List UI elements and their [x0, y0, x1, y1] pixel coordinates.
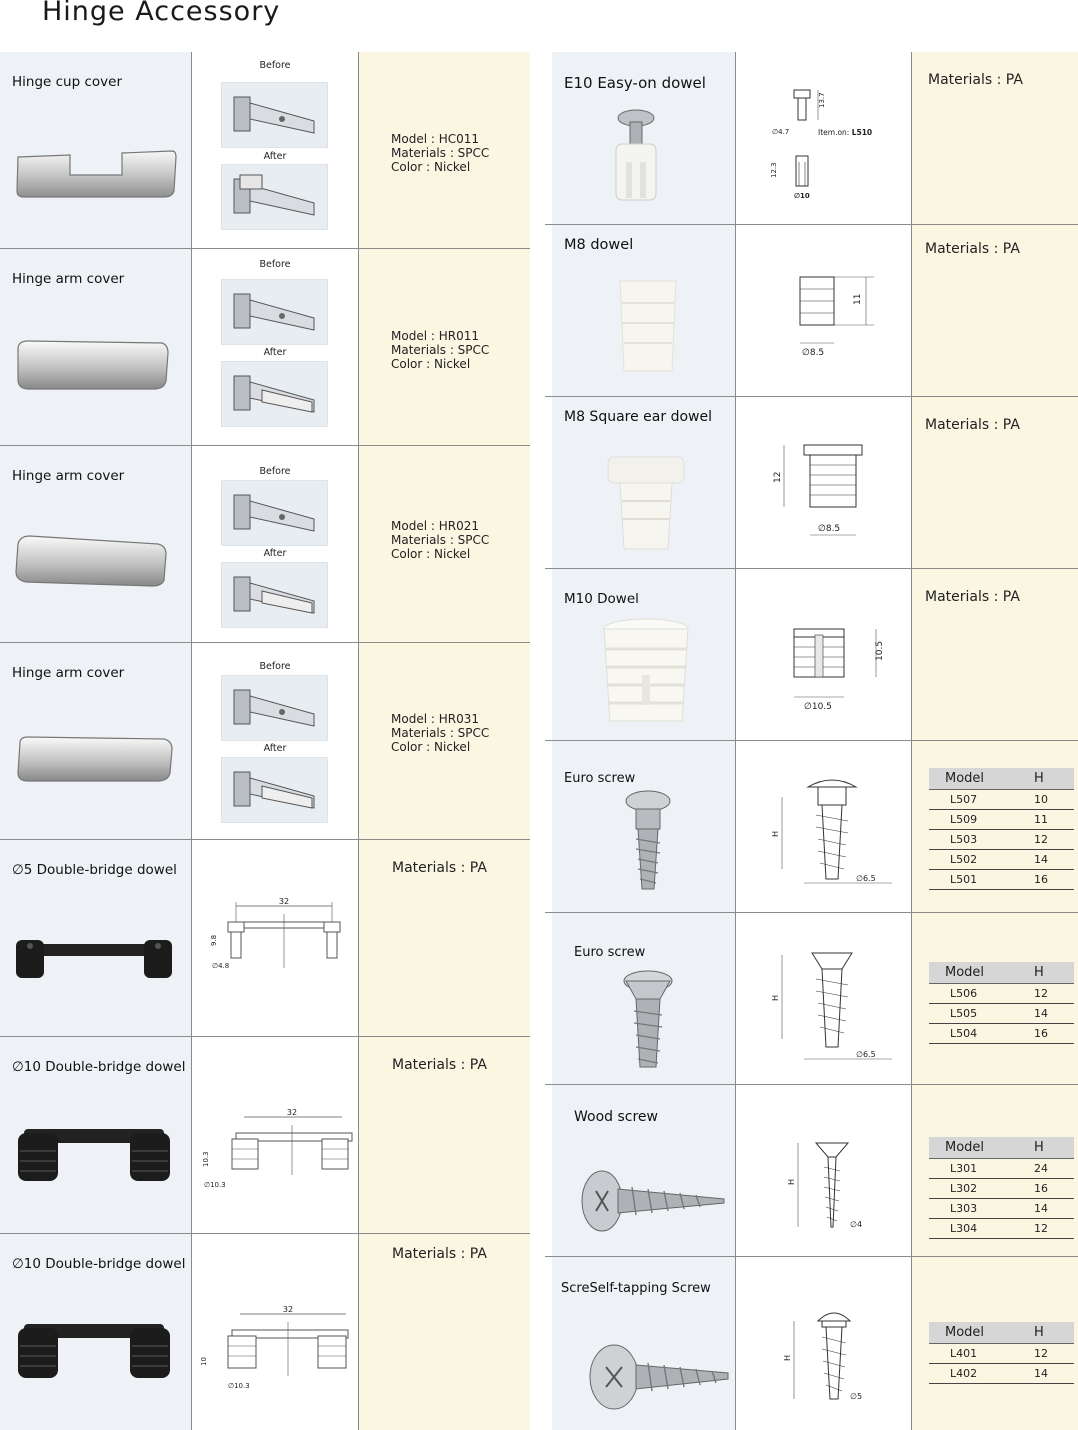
table-header-model: Model [929, 1322, 1004, 1343]
model-cell: L504 [929, 1023, 1004, 1043]
self-tapping-screw-drawing [782, 1303, 902, 1423]
dim-diameter-label: ∅4 [850, 1220, 863, 1229]
table-row [929, 983, 1074, 1003]
model-table [929, 962, 1074, 1044]
product-row-m10-dowel [545, 569, 1078, 741]
m10-dowel-drawing [786, 621, 896, 721]
color-text: Color : Nickel [391, 160, 471, 174]
model-cell: L503 [929, 829, 1004, 849]
product-name: Wood screw [574, 1109, 658, 1125]
table-header-model: Model [929, 962, 1004, 983]
product-name: Hinge arm cover [12, 468, 125, 484]
table-header-model: Model [929, 768, 1004, 789]
color-text: Color : Nickel [391, 740, 471, 754]
model-cell: L506 [929, 983, 1004, 1003]
product-row-self-tapping-screw [545, 1257, 1078, 1430]
product-row-m8-dowel [545, 225, 1078, 397]
table-header-model: Model [929, 1137, 1004, 1158]
model-cell: L507 [929, 789, 1004, 809]
model-text: Model : HR011 [391, 329, 479, 343]
dim-height-label: 10 [200, 1357, 208, 1366]
color-text: Color : Nickel [391, 547, 471, 561]
m8-dowel-drawing [786, 269, 886, 369]
table-row [929, 809, 1074, 829]
product-row-m8-square-dowel [545, 397, 1078, 569]
dim-diameter-label: ∅8.5 [802, 348, 825, 358]
double-bridge-drawing [198, 1306, 354, 1406]
h-cell: 12 [1004, 1218, 1074, 1238]
materials-text: Materials : PA [392, 1057, 487, 1073]
materials-text: Materials : PA [392, 860, 487, 876]
dim-diameter-label: ∅4.8 [212, 962, 230, 970]
h-cell: 14 [1004, 849, 1074, 869]
h-cell: 14 [1004, 1198, 1074, 1218]
wood-screw-drawing [786, 1135, 896, 1245]
before-label: Before [259, 259, 291, 270]
double-bridge-dowel-photo [14, 1316, 176, 1382]
product-row-hr011 [0, 249, 530, 446]
product-row-euro-screw-2 [545, 913, 1078, 1085]
dim-diameter-label: ∅6.5 [856, 1050, 876, 1059]
dim-height-label: 12 [773, 471, 783, 483]
table-row [929, 829, 1074, 849]
product-row-double-bridge-5 [0, 840, 530, 1037]
double-bridge-dowel-photo [12, 932, 176, 992]
euro-screw-photo [618, 787, 678, 897]
product-name: Hinge arm cover [12, 271, 125, 287]
page-title: Hinge Accessory [42, 0, 281, 27]
dim-diameter-label: ∅10.3 [228, 1382, 250, 1390]
product-row-euro-screw-1 [545, 741, 1078, 913]
model-cell: L505 [929, 1003, 1004, 1023]
table-header-h: H [1004, 962, 1074, 983]
table-row [929, 1198, 1074, 1218]
product-name: Euro screw [564, 771, 636, 786]
table-row [929, 869, 1074, 889]
product-row-hr031 [0, 643, 530, 840]
dim-width-label: 32 [278, 897, 290, 906]
hinge-after-photo [221, 164, 328, 230]
euro-screw-drawing [772, 771, 902, 891]
model-cell: L509 [929, 809, 1004, 829]
table-row [929, 1363, 1074, 1383]
h-cell: 16 [1004, 1178, 1074, 1198]
product-name: ScreSelf-tapping Screw [561, 1281, 711, 1296]
dim-height-label: 10.5 [875, 640, 885, 661]
m8-dowel-photo [610, 275, 686, 379]
before-label: Before [259, 60, 291, 71]
h-cell: 12 [1004, 1343, 1074, 1363]
model-cell: L301 [929, 1158, 1004, 1178]
table-row [929, 1178, 1074, 1198]
table-header-h: H [1004, 1137, 1074, 1158]
product-name: Hinge cup cover [12, 74, 122, 90]
table-row [929, 1023, 1074, 1043]
materials-text: Materials : SPCC [391, 533, 490, 547]
double-bridge-drawing [198, 1109, 354, 1209]
after-label: After [263, 347, 287, 358]
m8-square-dowel-photo [604, 453, 688, 553]
table-row [929, 1158, 1074, 1178]
dim-height-label: H [771, 830, 780, 837]
model-text: Model : HR021 [391, 519, 479, 533]
dim-width-label: 32 [286, 1108, 298, 1117]
dim-height-label: H [787, 1178, 796, 1185]
dim-height-label: 11 [853, 293, 863, 305]
materials-text: Materials : SPCC [391, 146, 490, 160]
dim-top-label: 13.7 [818, 92, 826, 108]
materials-text: Materials : PA [925, 589, 1020, 605]
model-cell: L304 [929, 1218, 1004, 1238]
dim-diameter-label: ∅8.5 [818, 524, 841, 534]
materials-text: Materials : PA [392, 1246, 487, 1262]
dim-diameter-label: ∅10.3 [204, 1181, 226, 1189]
double-bridge-drawing [202, 897, 352, 1000]
hinge-arm-cover-photo [14, 735, 176, 787]
hinge-arm-cover-photo [12, 530, 172, 592]
h-cell: 12 [1004, 983, 1074, 1003]
product-row-double-bridge-10a [0, 1037, 530, 1234]
product-name: ∅10 Double-bridge dowel [12, 1059, 186, 1075]
model-table [929, 768, 1074, 890]
product-name: Euro screw [574, 945, 646, 960]
table-header-h: H [1004, 768, 1074, 789]
hinge-before-photo [221, 675, 328, 741]
dim-width-label: 32 [282, 1305, 294, 1314]
h-cell: 12 [1004, 829, 1074, 849]
product-row-e10-dowel [545, 52, 1078, 225]
product-row-double-bridge-10b [0, 1234, 530, 1430]
model-text: Model : HR031 [391, 712, 479, 726]
model-cell: L401 [929, 1343, 1004, 1363]
after-label: After [263, 743, 287, 754]
model-cell: L402 [929, 1363, 1004, 1383]
product-name: Hinge arm cover [12, 665, 125, 681]
euro-screw-drawing [772, 943, 902, 1073]
hinge-before-photo [221, 82, 328, 148]
dim-diameter-label: ∅10.5 [804, 702, 832, 712]
materials-text: Materials : SPCC [391, 726, 490, 740]
h-cell: 10 [1004, 789, 1074, 809]
after-label: After [263, 151, 287, 162]
product-name: M8 dowel [564, 237, 634, 253]
h-cell: 14 [1004, 1363, 1074, 1383]
dim-height-label: 10.3 [202, 1151, 210, 1167]
model-table [929, 1322, 1074, 1384]
model-cell: L501 [929, 869, 1004, 889]
table-row [929, 1218, 1074, 1238]
product-name: M8 Square ear dowel [564, 409, 712, 425]
double-bridge-dowel-photo [14, 1121, 176, 1187]
table-header-h: H [1004, 1322, 1074, 1343]
dim-d1-label: ∅4.7 [772, 128, 790, 136]
self-tapping-screw-photo [586, 1337, 736, 1417]
dim-height-label: 9.8 [210, 934, 218, 946]
product-row-hc011 [0, 52, 530, 249]
dim-height-label: H [771, 994, 780, 1001]
dim-diameter-label: ∅6.5 [856, 874, 876, 883]
before-label: Before [259, 661, 291, 672]
hinge-after-photo [221, 361, 328, 427]
hinge-before-photo [221, 480, 328, 546]
h-cell: 16 [1004, 869, 1074, 889]
table-row [929, 849, 1074, 869]
product-name: M10 Dowel [564, 591, 639, 607]
h-cell: 11 [1004, 809, 1074, 829]
h-cell: 24 [1004, 1158, 1074, 1178]
h-cell: 14 [1004, 1003, 1074, 1023]
dim-diameter-label: ∅5 [850, 1392, 863, 1401]
dim-height-label: 12.3 [770, 162, 778, 178]
color-text: Color : Nickel [391, 357, 471, 371]
m8-square-dowel-drawing [766, 437, 896, 547]
dim-height-label: H [783, 1354, 792, 1361]
easy-on-dowel-drawing [760, 82, 900, 212]
after-label: After [263, 548, 287, 559]
materials-text: Materials : PA [925, 241, 1020, 257]
materials-text: Materials : SPCC [391, 343, 490, 357]
product-name: ∅5 Double-bridge dowel [12, 862, 177, 878]
model-cell: L502 [929, 849, 1004, 869]
easy-on-dowel-photo [598, 108, 678, 208]
euro-screw-photo [618, 969, 678, 1073]
table-row [929, 789, 1074, 809]
model-text: Model : HC011 [391, 132, 480, 146]
before-label: Before [259, 466, 291, 477]
product-row-wood-screw [545, 1085, 1078, 1257]
table-row [929, 1343, 1074, 1363]
product-row-hr021 [0, 446, 530, 643]
model-cell: L302 [929, 1178, 1004, 1198]
h-cell: 16 [1004, 1023, 1074, 1043]
wood-screw-photo [578, 1163, 734, 1243]
materials-text: Materials : PA [925, 417, 1020, 433]
materials-text: Materials : PA [928, 72, 1023, 88]
hinge-before-photo [221, 279, 328, 345]
hinge-cup-cover-photo [14, 147, 179, 203]
model-cell: L303 [929, 1198, 1004, 1218]
hinge-arm-cover-photo [14, 337, 174, 395]
product-name: E10 Easy-on dowel [564, 74, 706, 92]
product-name: ∅10 Double-bridge dowel [12, 1256, 186, 1272]
model-table [929, 1137, 1074, 1239]
m10-dowel-photo [596, 617, 696, 729]
hinge-after-photo [221, 562, 328, 628]
hinge-after-photo [221, 757, 328, 823]
dim-d2-label: ∅10 [794, 192, 810, 200]
table-row [929, 1003, 1074, 1023]
item-on-label: Item.on: L510 [818, 128, 873, 137]
